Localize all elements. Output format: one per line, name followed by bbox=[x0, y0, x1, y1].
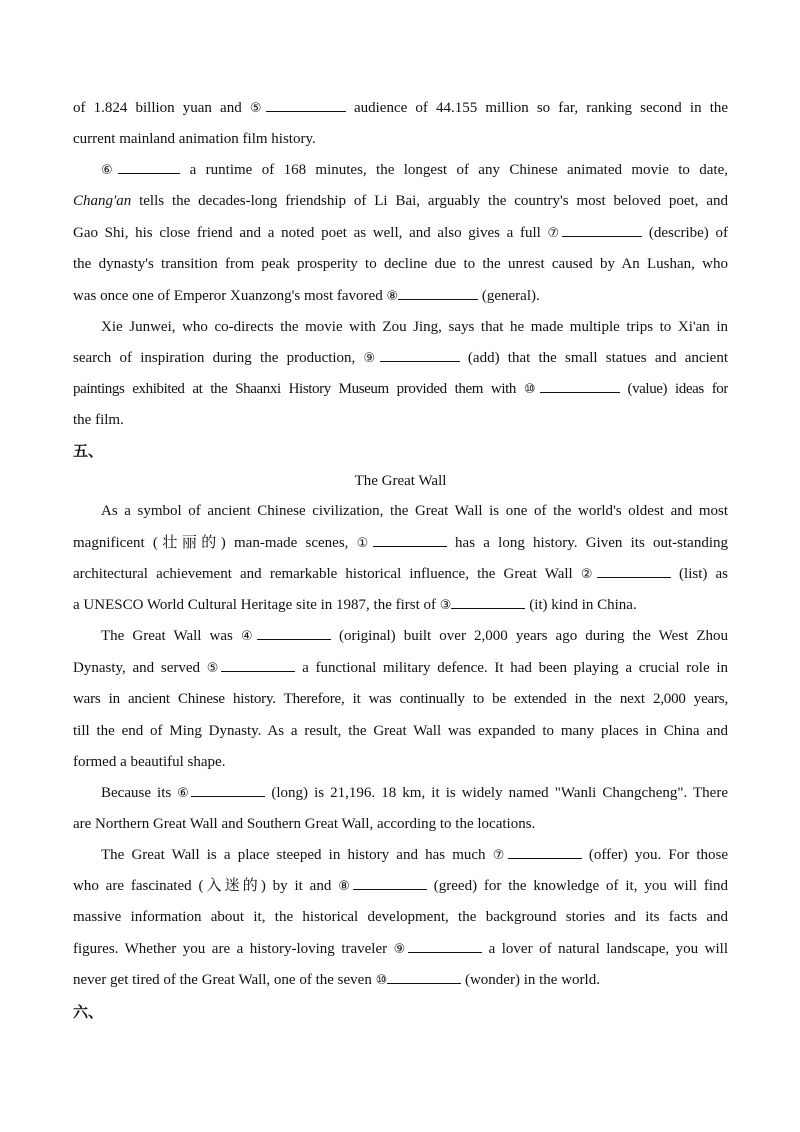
answer-blank-8[interactable] bbox=[398, 285, 478, 300]
section5-line-1 bbox=[101, 500, 728, 522]
text: till the end of Ming Dynasty. As a result, the Great Wall was expanded to many places in China and bbox=[73, 723, 728, 739]
blank-number-5: ⑤ bbox=[249, 101, 266, 116]
text: the film. bbox=[73, 412, 124, 428]
answer-blank-7[interactable] bbox=[562, 222, 642, 237]
answer-blank-10[interactable] bbox=[387, 969, 461, 984]
text: (greed) for the knowledge of it, you will find bbox=[426, 878, 728, 894]
passage-title: The Great Wall bbox=[354, 473, 447, 489]
section5-line-12 bbox=[101, 844, 728, 866]
text: Dynasty, and served bbox=[73, 660, 207, 676]
blank-number-10: ⑩ bbox=[523, 382, 540, 397]
blank-number-9: ⑨ bbox=[363, 351, 380, 366]
blank-number-6: ⑥ bbox=[101, 163, 119, 178]
text: (it) kind in China. bbox=[525, 597, 637, 613]
section5-line-10 bbox=[101, 782, 728, 804]
text: a lover of natural landscape, you will bbox=[482, 941, 728, 957]
text: (wonder) in the world. bbox=[461, 972, 600, 988]
text: massive information about it, the historical development, the background stories and its facts and bbox=[73, 909, 728, 925]
text: who are fascinated (入迷的) by it and bbox=[73, 878, 339, 894]
text: was once one of Emperor Xuanzong's most favored bbox=[73, 288, 387, 304]
text: The Great Wall is a place steeped in history and has much bbox=[101, 847, 493, 863]
text: Xie Junwei, who co-directs the movie with Zou Jing, says that he made multiple trips to Xi'an in bbox=[101, 319, 728, 335]
blank-number-2: ② bbox=[580, 567, 597, 582]
text: wars in ancient Chinese history. Therefore, it was continually to be extended in the next 2,000 years, bbox=[73, 691, 728, 707]
text: (describe) of bbox=[642, 225, 728, 241]
answer-blank-7[interactable] bbox=[508, 844, 582, 859]
text: (original) built over 2,000 years ago during the West Zhou bbox=[330, 628, 728, 644]
text: Because its bbox=[101, 785, 178, 801]
answer-blank-9[interactable] bbox=[408, 938, 482, 953]
answer-blank-1[interactable] bbox=[373, 532, 447, 547]
section5-line-3 bbox=[73, 563, 728, 585]
answer-blank-6[interactable] bbox=[118, 159, 180, 174]
passage4-line-4 bbox=[73, 190, 728, 212]
section5-line-9 bbox=[73, 751, 728, 773]
text: a functional military defence. It had been playing a crucial role in bbox=[295, 660, 728, 676]
blank-number-9: ⑨ bbox=[393, 942, 409, 957]
text: The Great Wall was bbox=[101, 628, 241, 644]
blank-number-10: ⑩ bbox=[375, 973, 388, 988]
blank-number-7: ⑦ bbox=[492, 848, 508, 863]
text: a runtime of 168 minutes, the longest of any Chinese animated movie to date, bbox=[180, 162, 728, 178]
section5-line-15 bbox=[73, 938, 728, 960]
passage4-line-8 bbox=[101, 316, 728, 338]
blank-number-5: ⑤ bbox=[206, 661, 222, 676]
blank-number-4: ④ bbox=[240, 629, 257, 644]
passage4-line-1 bbox=[73, 97, 728, 119]
text: never get tired of the Great Wall, one of the seven bbox=[73, 972, 376, 988]
section5-line-2 bbox=[73, 532, 728, 554]
text: (list) as bbox=[670, 566, 728, 582]
passage4-line-10 bbox=[73, 378, 728, 400]
section5-line-6 bbox=[73, 657, 728, 679]
section5-line-4 bbox=[73, 594, 728, 616]
passage4-line-2 bbox=[73, 128, 728, 150]
section5-line-11 bbox=[73, 813, 728, 835]
passage4-line-7 bbox=[73, 285, 728, 307]
passage4-line-5 bbox=[73, 222, 728, 244]
text: audience of 44.155 million so far, ranking second in the bbox=[345, 100, 728, 116]
text: As a symbol of ancient Chinese civilization, the Great Wall is one of the world's oldest and most bbox=[101, 503, 728, 519]
answer-blank-5[interactable] bbox=[221, 657, 295, 672]
blank-number-7: ⑦ bbox=[547, 226, 563, 241]
text: (add) that the small statues and ancient bbox=[459, 350, 728, 366]
answer-blank-9[interactable] bbox=[380, 347, 460, 362]
text: current mainland animation film history. bbox=[73, 131, 316, 147]
text: the dynasty's transition from peak prosperity to decline due to the unrest caused by An Lushan, who bbox=[73, 256, 728, 272]
section5-line-5 bbox=[101, 625, 728, 647]
answer-blank-6[interactable] bbox=[191, 782, 265, 797]
text: magnificent (壮丽的) man-made scenes, bbox=[73, 535, 357, 551]
section5-line-8 bbox=[73, 720, 728, 742]
answer-blank-5[interactable] bbox=[266, 97, 346, 112]
text: (general). bbox=[478, 288, 540, 304]
text: a UNESCO World Cultural Heritage site in 1987, the first of bbox=[73, 597, 440, 613]
section5-line-7 bbox=[73, 688, 728, 710]
passage4-line-6 bbox=[73, 253, 728, 275]
answer-blank-4[interactable] bbox=[257, 625, 331, 640]
blank-number-3: ③ bbox=[439, 598, 452, 613]
text: figures. Whether you are a history-loving traveler bbox=[73, 941, 394, 957]
answer-blank-10[interactable] bbox=[540, 378, 620, 393]
text: are Northern Great Wall and Southern Great Wall, according to the locations. bbox=[73, 816, 536, 832]
text: search of inspiration during the production, bbox=[73, 350, 364, 366]
text: paintings exhibited at the Shaanxi History Museum provided them with bbox=[73, 381, 524, 397]
blank-number-8: ⑧ bbox=[338, 879, 353, 894]
passage4-line-11 bbox=[73, 409, 728, 431]
section-6-heading: 六、 bbox=[73, 1003, 104, 1021]
text: of 1.824 billion yuan and bbox=[73, 100, 250, 116]
text: formed a beautiful shape. bbox=[73, 754, 226, 770]
text: architectural achievement and remarkable historical influence, the Great Wall bbox=[73, 566, 581, 582]
section5-line-14 bbox=[73, 906, 728, 928]
section-5-heading: 五、 bbox=[73, 442, 104, 460]
text: tells the decades-long friendship of Li Bai, arguably the country's most beloved poet, and bbox=[131, 193, 728, 209]
blank-number-8: ⑧ bbox=[386, 289, 399, 304]
text: (long) is 21,196. 18 km, it is widely named "Wanli Changcheng". There bbox=[265, 785, 728, 801]
passage4-line-3 bbox=[101, 159, 728, 181]
text: has a long history. Given its out-standing bbox=[446, 535, 728, 551]
section5-line-13 bbox=[73, 875, 728, 897]
text: Gao Shi, his close friend and a noted poet as well, and also gives a full bbox=[73, 225, 548, 241]
answer-blank-2[interactable] bbox=[597, 563, 671, 578]
blank-number-1: ① bbox=[356, 536, 373, 551]
blank-number-6: ⑥ bbox=[177, 786, 192, 801]
text: (value) ideas for bbox=[619, 381, 728, 397]
answer-blank-8[interactable] bbox=[353, 875, 427, 890]
movie-title: Chang'an bbox=[73, 193, 132, 209]
section5-line-16 bbox=[73, 969, 728, 991]
answer-blank-3[interactable] bbox=[451, 594, 525, 609]
passage4-line-9 bbox=[73, 347, 728, 369]
text: (offer) you. For those bbox=[581, 847, 728, 863]
